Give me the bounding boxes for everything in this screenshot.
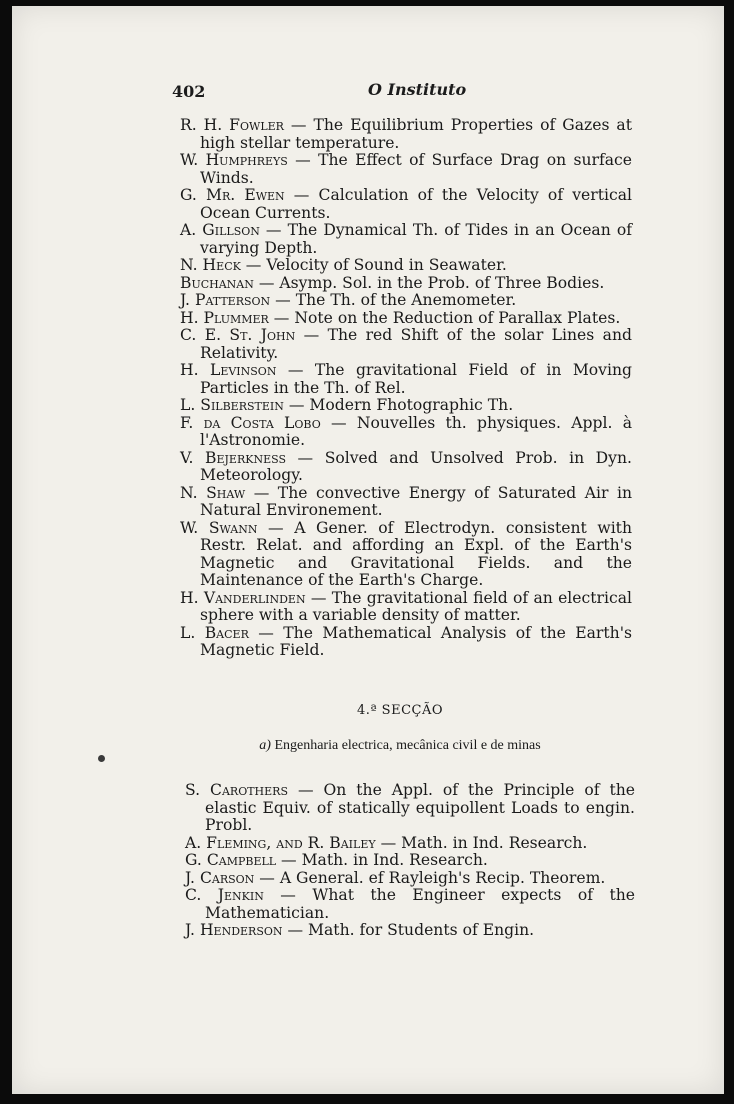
entry-title: Math. for Students of Engin.	[308, 921, 535, 939]
entry-title: A General. ef Rayleigh's Recip. Theorem.	[279, 868, 606, 887]
subsection-heading	[160, 738, 640, 754]
entry-title: Math. in Ind. Research.	[401, 833, 588, 852]
list-item: L. Bacer — The Mathematical Analysis of the Earth's Magnetic Field.	[180, 623, 632, 659]
entry-title: Math. in Ind. Research.	[301, 851, 488, 869]
entry-title: Asymp. Sol. in the Prob. of Three Bodies.	[279, 273, 605, 292]
subsection-letter: a)	[259, 738, 271, 753]
entry-author: W. Humphreys	[180, 151, 288, 169]
running-title: O Instituto	[368, 80, 467, 99]
list-item: W. Humphreys — The Effect of Surface Drag on surface Winds.	[180, 151, 633, 187]
entry-title: The gravitational field of an electrical sphere with a variable density of matter.	[200, 588, 632, 624]
entry-author: A. Fleming, and R. Bailey	[185, 833, 376, 852]
list-item: J. Carson — A General. ef Rayleigh's Recip. Theorem.	[185, 868, 606, 887]
entry-author: S. Carothers	[185, 781, 288, 799]
entry-title: Modern Fhotographic Th.	[309, 396, 514, 414]
entry-author: N. Shaw	[180, 483, 246, 502]
paper-list-part2	[185, 782, 635, 940]
list-item: J. Patterson — The Th. of the Anemometer.	[180, 291, 517, 309]
entry-author: J. Patterson	[180, 291, 271, 309]
entry-author: F. da Costa Lobo	[180, 413, 321, 432]
entry-title: The Dynamical Th. of Tides in an Ocean of varying Depth.	[200, 221, 632, 257]
list-item: G. Campbell — Math. in Ind. Research.	[185, 851, 488, 869]
page-header	[172, 80, 642, 104]
entry-author: V. Bejerkness	[180, 448, 286, 467]
list-item: R. H. Fowler — The Equilibrium Properties of Gazes at high stellar temperature.	[180, 116, 632, 152]
entry-title: The convective Energy of Saturated Air in Natural Environement.	[200, 483, 633, 519]
entry-title: On the Appl. of the Principle of the elastic Equiv. of statically equipollent Loads to engin. Probl.	[205, 781, 635, 834]
entry-author: H. Plummer	[180, 308, 269, 327]
list-item: W. Swann — A Gener. of Electrodyn. consistent with Restr. Relat. and affording an Expl. of the Earth's Magnetic and Gravitational Fields. and the Maintenance of the Earth's Charge.	[180, 518, 632, 589]
entry-author: R. H. Fowler	[180, 116, 284, 134]
entry-author: N. Heck	[180, 256, 241, 274]
entry-author: H. Levinson	[180, 361, 277, 379]
entry-author: Buchanan	[180, 273, 254, 292]
entry-title: Calculation of the Velocity of vertical Ocean Currents.	[200, 186, 632, 222]
list-item: L. Silberstein — Modern Fhotographic Th.	[180, 396, 514, 414]
list-item: H. Plummer — Note on the Reduction of Parallax Plates.	[180, 308, 621, 327]
list-item: A. Fleming, and R. Bailey — Math. in Ind. Research.	[185, 833, 588, 852]
entry-author: L. Silberstein	[180, 396, 284, 414]
ink-dot-mark	[98, 755, 105, 762]
list-item: H. Levinson — The gravitational Field of in Moving Particles in the Th. of Rel.	[180, 361, 632, 397]
list-item: H. Vanderlinden — The gravitational field of an electrical sphere with a variable density of matter.	[180, 588, 632, 624]
entry-title: The Equilibrium Properties of Gazes at high stellar temperature.	[200, 116, 632, 152]
entry-title: The Effect of Surface Drag on surface Winds.	[200, 151, 633, 187]
entry-title: Note on the Reduction of Parallax Plates.	[294, 308, 621, 327]
list-item: N. Shaw — The convective Energy of Saturated Air in Natural Environement.	[180, 483, 633, 519]
entry-title: The Th. of the Anemometer.	[295, 291, 517, 309]
entry-title: Velocity of Sound in Seawater.	[266, 256, 507, 274]
page-number: 402	[172, 82, 206, 101]
list-item: S. Carothers — On the Appl. of the Principle of the elastic Equiv. of statically equipollent Loads to engin. Probl.	[185, 781, 635, 834]
list-item: C. Jenkin — What the Engineer expects of the Mathematician.	[185, 886, 635, 922]
list-item: F. da Costa Lobo — Nouvelles th. physiques. Appl. à l'Astronomie.	[180, 413, 633, 449]
entry-title: The Mathematical Analysis of the Earth's Magnetic Field.	[200, 623, 632, 659]
entry-title: A Gener. of Electrodyn. consistent with Restr. Relat. and affording an Expl. of the Earth's Magnetic and Gravitational Fields. and the Maintenance of the Earth's Charge.	[200, 518, 632, 589]
section-heading: 4.ª SECÇÃO	[356, 703, 444, 718]
entry-author: G. Mr. Ewen	[180, 186, 285, 204]
entry-author: J. Henderson	[185, 921, 283, 939]
entry-author: L. Bacer	[180, 623, 249, 642]
entry-title: The gravitational Field of in Moving Particles in the Th. of Rel.	[200, 361, 632, 397]
entry-author: H. Vanderlinden	[180, 588, 306, 607]
list-item: C. E. St. John — The red Shift of the solar Lines and Relativity.	[180, 326, 632, 362]
entry-title: Nouvelles th. physiques. Appl. à l'Astronomie.	[200, 413, 633, 449]
entry-title: The red Shift of the solar Lines and Relativity.	[200, 326, 632, 362]
list-item: G. Mr. Ewen — Calculation of the Velocity of vertical Ocean Currents.	[180, 186, 632, 222]
entry-title: Solved and Unsolved Prob. in Dyn. Meteorology.	[200, 448, 632, 484]
list-item: N. Heck — Velocity of Sound in Seawater.	[180, 256, 507, 274]
entry-author: W. Swann	[180, 518, 258, 537]
list-item: J. Henderson — Math. for Students of Engin.	[185, 921, 535, 939]
entry-author: C. E. St. John	[180, 326, 296, 344]
entry-author: A. Gillson	[180, 221, 260, 239]
entry-author: J. Carson	[185, 868, 255, 887]
subsection-title: Engenharia electrica, mecânica civil e de minas	[274, 738, 541, 753]
entry-author: G. Campbell	[185, 851, 277, 869]
entry-title: What the Engineer expects of the Mathematician.	[205, 886, 635, 922]
entry-author: C. Jenkin	[185, 886, 264, 904]
list-item: V. Bejerkness — Solved and Unsolved Prob. in Dyn. Meteorology.	[180, 448, 632, 484]
paper-list-part1	[180, 117, 632, 660]
list-item: A. Gillson — The Dynamical Th. of Tides in an Ocean of varying Depth.	[180, 221, 632, 257]
list-item: Buchanan — Asymp. Sol. in the Prob. of Three Bodies.	[180, 273, 605, 292]
